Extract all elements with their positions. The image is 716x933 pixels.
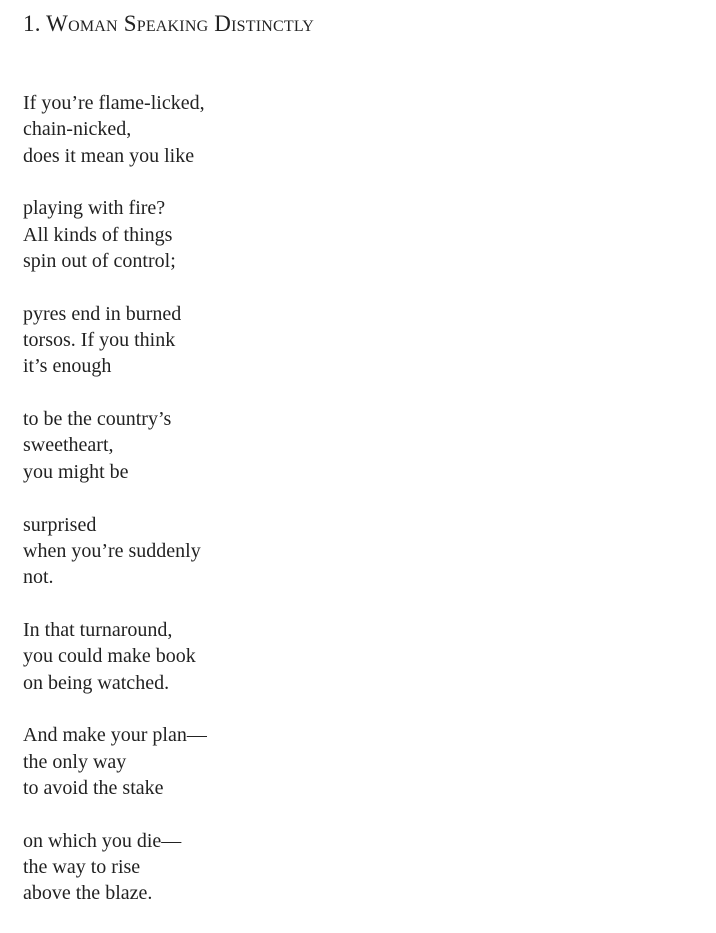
poem-line: to be the country’s xyxy=(23,408,172,431)
poem-line: you could make book xyxy=(23,645,196,668)
poem-line: when you’re suddenly xyxy=(23,539,201,562)
poem-line: chain-nicked, xyxy=(23,118,132,141)
poem-line: If you’re flame-licked, xyxy=(23,92,205,114)
stanza-4 xyxy=(23,406,623,485)
poem-line: torsos. If you think xyxy=(23,329,176,352)
poem-line: above the blaze. xyxy=(23,882,153,905)
poem-title: 1. Woman Speaking Distinctly xyxy=(23,11,314,36)
poem-line: on being watched. xyxy=(23,671,170,694)
stanza-1 xyxy=(23,90,623,169)
poem-line: sweetheart, xyxy=(23,434,114,457)
poem-line: the only way xyxy=(23,750,127,773)
stanza-8 xyxy=(23,828,623,907)
poem-body xyxy=(23,90,623,933)
stanza-3 xyxy=(23,301,623,380)
stanza-6 xyxy=(23,617,623,696)
stanza-2 xyxy=(23,195,623,274)
poem-line: surprised xyxy=(23,513,97,536)
poem-line: on which you die— xyxy=(23,829,182,852)
poem-line: you might be xyxy=(23,460,129,483)
poem-line: to avoid the stake xyxy=(23,776,164,799)
poem-line: it’s enough xyxy=(23,355,112,378)
stanza-5 xyxy=(23,512,623,591)
poem-line: And make your plan— xyxy=(23,724,207,747)
poem-line: In that turnaround, xyxy=(23,618,173,641)
poem-line: All kinds of things xyxy=(23,223,173,246)
poem-line: not. xyxy=(23,566,54,589)
poem-line: does it mean you like xyxy=(23,144,195,167)
poem-line: pyres end in burned xyxy=(23,302,182,325)
stanza-7 xyxy=(23,722,623,801)
poem-line: the way to rise xyxy=(23,856,141,879)
poem-line: spin out of control; xyxy=(23,249,176,272)
poem-line: playing with fire? xyxy=(23,197,166,220)
